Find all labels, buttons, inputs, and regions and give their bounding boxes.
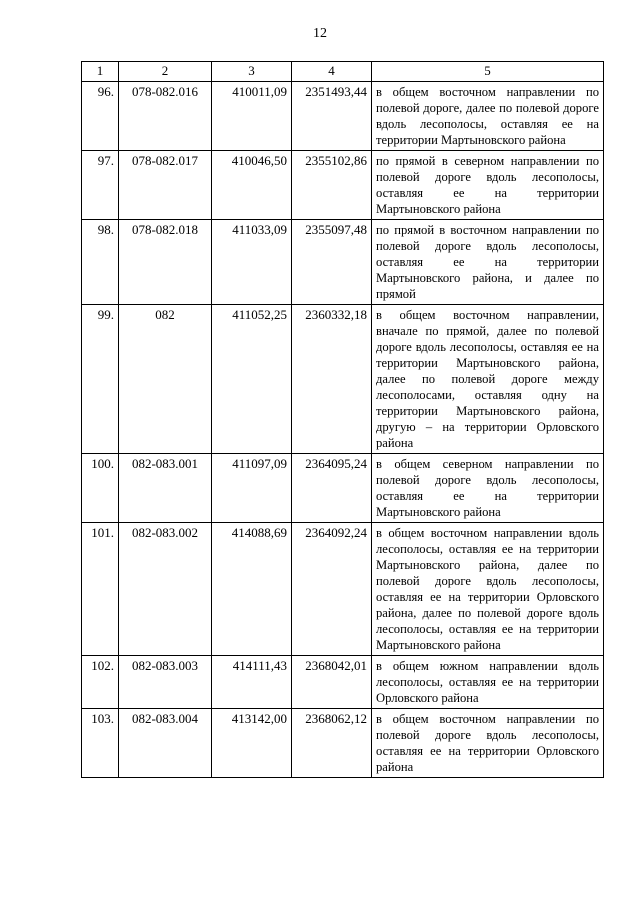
table-row [82,656,604,709]
point-code: 082-083.003 [119,656,212,709]
coordinate-x: 414111,43 [212,656,292,709]
coordinate-x: 411097,09 [212,454,292,523]
table-header [82,62,604,82]
header-col-3: 3 [212,62,292,82]
table-row [82,82,604,151]
row-number: 103. [82,709,119,778]
coordinate-x: 411052,25 [212,305,292,454]
table-row [82,151,604,220]
header-col-4: 4 [292,62,372,82]
point-code: 082 [119,305,212,454]
header-col-5: 5 [372,62,604,82]
row-number: 100. [82,454,119,523]
coordinate-y: 2364095,24 [292,454,372,523]
point-code: 078-082.016 [119,82,212,151]
point-code: 082-083.002 [119,523,212,656]
boundary-description: в общем восточном направлении по полевой дороге вдоль лесополосы, оставляя ее на территории Орловского района [372,709,604,778]
table-row [82,305,604,454]
boundary-description: в общем восточном направлении вдоль лесополосы, оставляя ее на территории Мартыновского района, далее по полевой дороге вдоль лесополосы, оставляя ее на территории Орловского района, далее по полевой дороге вдоль лесополосы, оставляя ее на территории Мартыновского района [372,523,604,656]
coordinate-y: 2368062,12 [292,709,372,778]
table-row [82,709,604,778]
coordinate-y: 2360332,18 [292,305,372,454]
table-body [82,82,604,778]
page-number: 12 [313,26,327,41]
coordinate-y: 2355097,48 [292,220,372,305]
coordinate-x: 410011,09 [212,82,292,151]
row-number: 96. [82,82,119,151]
coordinate-x: 414088,69 [212,523,292,656]
coordinate-y: 2368042,01 [292,656,372,709]
row-number: 99. [82,305,119,454]
row-number: 101. [82,523,119,656]
point-code: 082-083.004 [119,709,212,778]
coordinate-y: 2364092,24 [292,523,372,656]
boundary-description: по прямой в восточном направлении по полевой дороге вдоль лесополосы, оставляя ее на территории Мартыновского района, и далее по прямой [372,220,604,305]
boundary-description: по прямой в северном направлении по полевой дороге вдоль лесополосы, оставляя ее на территории Мартыновского района [372,151,604,220]
point-code: 078-082.017 [119,151,212,220]
boundary-points-table [81,61,604,778]
coordinate-x: 411033,09 [212,220,292,305]
table-row [82,523,604,656]
header-col-1: 1 [82,62,119,82]
row-number: 98. [82,220,119,305]
row-number: 97. [82,151,119,220]
table-row [82,220,604,305]
boundary-description: в общем северном направлении по полевой дороге вдоль лесополосы, оставляя ее на территории Мартыновского района [372,454,604,523]
coordinate-x: 413142,00 [212,709,292,778]
table-row [82,454,604,523]
boundary-description: в общем южном направлении вдоль лесополосы, оставляя ее на территории Орловского района [372,656,604,709]
point-code: 078-082.018 [119,220,212,305]
coordinate-y: 2351493,44 [292,82,372,151]
point-code: 082-083.001 [119,454,212,523]
boundary-description: в общем восточном направлении по полевой дороге, далее по полевой дороге вдоль лесополосы, оставляя ее на территории Мартыновского района [372,82,604,151]
coordinate-y: 2355102,86 [292,151,372,220]
header-row [82,62,604,82]
header-col-2: 2 [119,62,212,82]
boundary-description: в общем восточном направлении, вначале по прямой, далее по полевой дороге вдоль лесополосы, оставляя ее на территории Мартыновского района, далее по полевой дороге между лесополосами, оставляя одну на территории Мартыновского района, другую – на территории Орловского района [372,305,604,454]
row-number: 102. [82,656,119,709]
coordinate-x: 410046,50 [212,151,292,220]
